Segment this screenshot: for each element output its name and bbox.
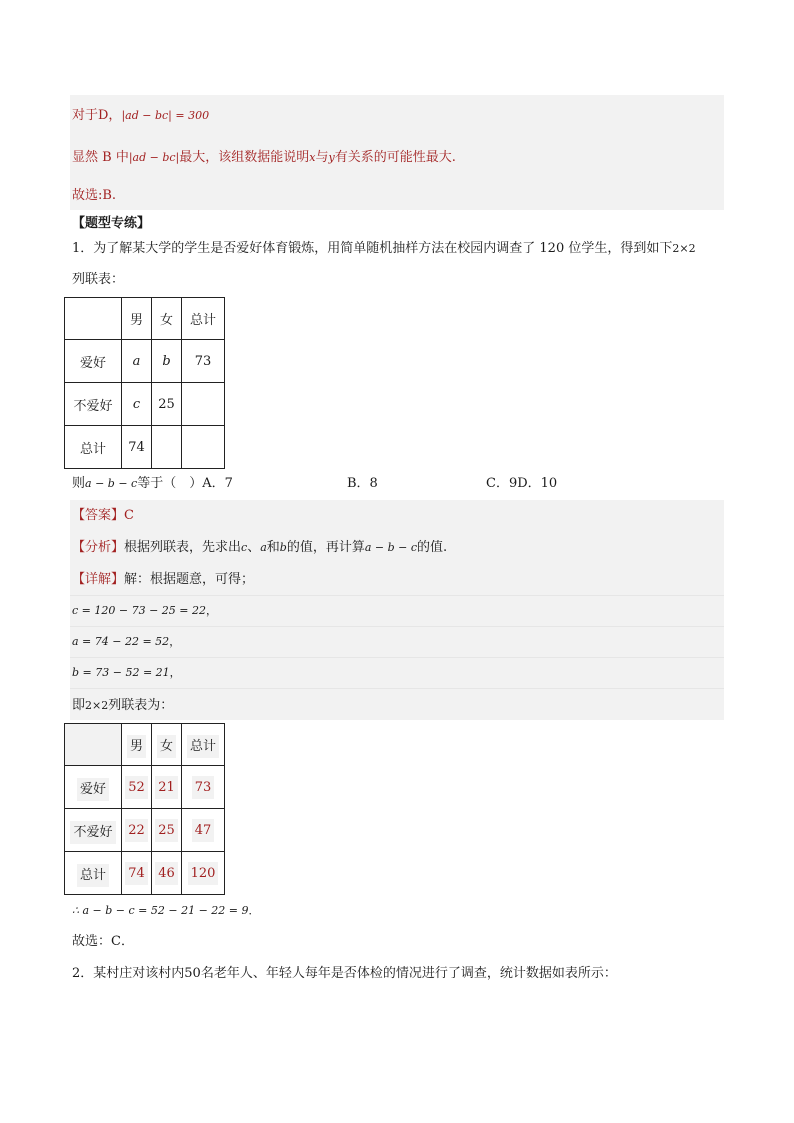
analysis-line: 【分析】根据列联表，先求出c、a和b的值，再计算a − b − c的值. <box>72 540 448 555</box>
table-cell: 52 <box>122 766 152 809</box>
table-cell: 74 <box>122 426 152 469</box>
table-row-label: 总计 <box>65 852 122 895</box>
table-cell <box>152 426 182 469</box>
table-row-label: 不爱好 <box>65 383 122 426</box>
table-row <box>65 724 225 766</box>
table-row-label: 爱好 <box>65 340 122 383</box>
expr-abs-ad-bc: |ad − bc| = 300 <box>121 109 210 122</box>
equation-b: b = 73 − 52 = 21， <box>72 666 181 679</box>
answer-separator <box>70 688 724 689</box>
table-cell: b <box>152 340 182 383</box>
solution-choose-b: 故选:B. <box>72 188 117 203</box>
table-cell <box>182 426 225 469</box>
choose-c: 故选：C． <box>72 934 134 949</box>
table-cell: 74 <box>122 852 152 895</box>
answer-line: 【答案】C <box>72 508 134 523</box>
question-1-line1: 1．为了解某大学的学生是否爱好体育锻炼，用简单随机抽样方法在校园内调查了 120 位学生，得到如下2×2 <box>72 241 696 256</box>
table-header-total: 总计 <box>182 724 225 766</box>
table-row <box>65 426 225 469</box>
table-row-label: 总计 <box>65 426 122 469</box>
detail-line: 【详解】解：根据题意，可得； <box>72 572 255 587</box>
table-header-total: 总计 <box>182 298 225 340</box>
table-row <box>65 298 225 340</box>
table-cell: 25 <box>152 383 182 426</box>
section-title: 【题型专练】 <box>72 216 151 231</box>
table-row <box>65 383 225 426</box>
table-row <box>65 340 225 383</box>
question-1-ask: 则a − b − c等于（ ）A．7 <box>72 476 233 491</box>
table-cell: 22 <box>122 809 152 852</box>
answer-separator <box>70 657 724 658</box>
table-header-male: 男 <box>122 724 152 766</box>
contingency-table-answer <box>64 723 225 895</box>
option-c-d: C．9D．10 <box>486 476 558 491</box>
table-cell: 73 <box>182 766 225 809</box>
table-cell <box>65 298 122 340</box>
question-2: 2．某村庄对该村内50名老年人、年轻人每年是否体检的情况进行了调查，统计数据如表所示： <box>72 966 617 981</box>
table-row <box>65 852 225 895</box>
table-intro: 即2×2列联表为： <box>72 698 174 713</box>
table-cell: 21 <box>152 766 182 809</box>
table-row-label: 不爱好 <box>65 809 122 852</box>
table-cell <box>182 383 225 426</box>
contingency-table-question <box>64 297 225 469</box>
table-cell: c <box>122 383 152 426</box>
table-cell: 120 <box>182 852 225 895</box>
final-equation: ∴ a − b − c = 52 − 21 − 22 = 9． <box>72 904 260 917</box>
table-cell: 47 <box>182 809 225 852</box>
table-row-label: 爱好 <box>65 766 122 809</box>
equation-c: c = 120 − 73 − 25 = 22， <box>72 604 217 617</box>
question-1-line2: 列联表： <box>72 272 125 287</box>
table-cell: 73 <box>182 340 225 383</box>
table-cell <box>65 724 122 766</box>
table-header-female: 女 <box>152 724 182 766</box>
option-b: B．8 <box>347 476 378 491</box>
table-header-male: 男 <box>122 298 152 340</box>
equation-a: a = 74 − 22 = 52， <box>72 635 181 648</box>
solution-line-b: 显然 B 中|ad − bc|最大，该组数据能说明x与y有关系的可能性最大. <box>72 150 456 165</box>
table-cell: 46 <box>152 852 182 895</box>
table-row <box>65 766 225 809</box>
table-header-female: 女 <box>152 298 182 340</box>
table-row <box>65 809 225 852</box>
answer-separator <box>70 626 724 627</box>
table-cell: 25 <box>152 809 182 852</box>
solution-line-d: 对于D，|ad − bc| = 300 <box>72 108 210 123</box>
table-cell: a <box>122 340 152 383</box>
answer-separator <box>70 595 724 596</box>
